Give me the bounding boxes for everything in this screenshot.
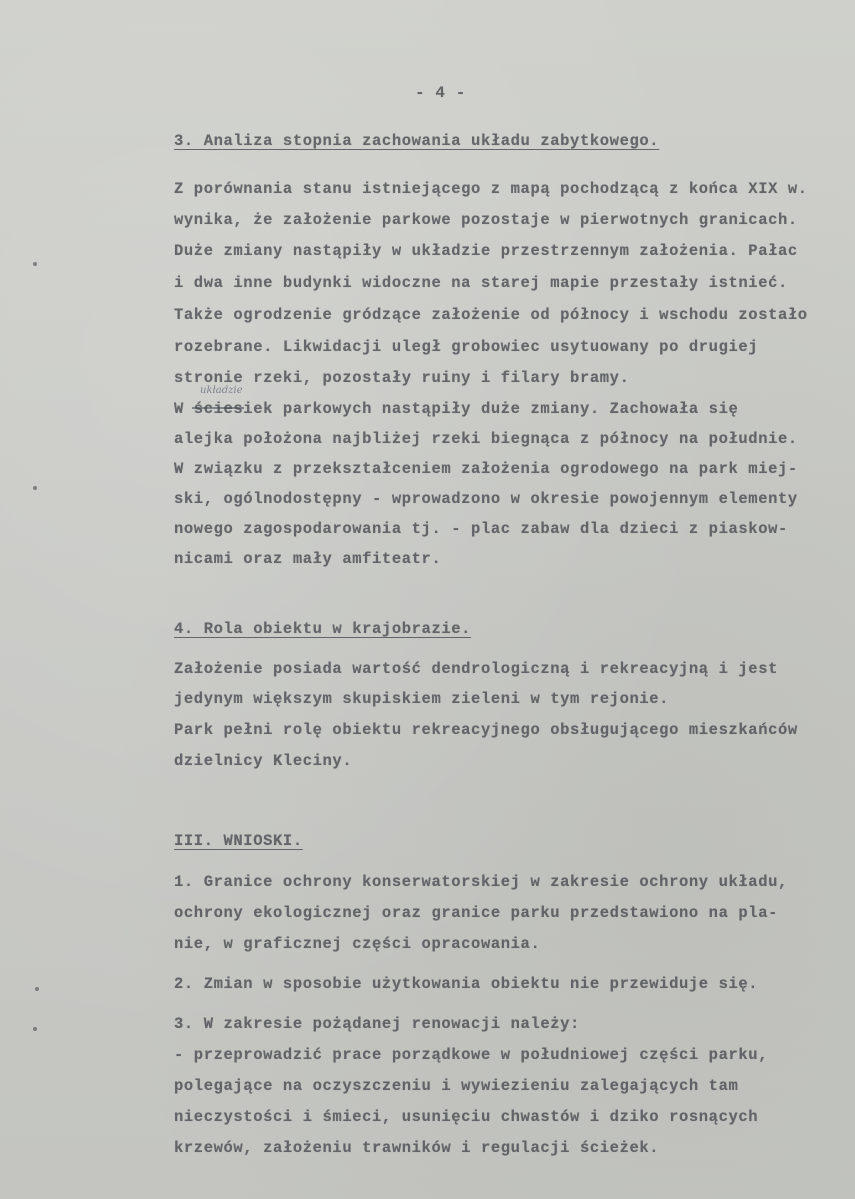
section-4-heading: 4. Rola obiektu w krajobrazie. — [174, 620, 472, 638]
section-3-line: alejka położona najbliżej rzeki biegnąca z północy na południe. — [174, 430, 798, 448]
section-4-line: dzielnicy Kleciny. — [174, 752, 353, 770]
section-3-line: rozebrane. Likwidacji uległ grobowiec usytuowany po drugiej — [174, 338, 759, 356]
section-3-line: i dwa inne budynki widoczne na starej mapie przestały istnieć. — [174, 274, 788, 292]
conclusion-item-3-line: polegające na oczyszczeniu i wywiezieniu zalegających tam — [174, 1077, 739, 1095]
section-4-line: jedynym większym skupiskiem zieleni w tym rejonie. — [174, 690, 670, 708]
conclusions-heading: III. WNIOSKI. — [174, 832, 303, 850]
section-3-line: ski, ogólnodostępny - wprowadzono w okresie powojennym elementy — [174, 490, 798, 508]
section-3-line: nowego zagospodarowania tj. - plac zabaw dla dzieci z piaskow- — [174, 520, 788, 538]
paper-speck — [35, 987, 39, 991]
section-3-line: nicami oraz mały amfiteatr. — [174, 550, 442, 568]
section-3-line: Duże zmiany nastąpiły w układzie przestrzennym założenia. Pałac — [174, 242, 798, 260]
section-3-line: Także ogrodzenie gródzące założenie od północy i wschodu zostało — [174, 306, 808, 324]
section-3-line: W związku z przekształceniem założenia ogrodowego na park miej- — [174, 460, 798, 478]
conclusion-item-3-line: 3. W zakresie pożądanej renowacji należy: — [174, 1015, 580, 1033]
handwritten-annotation: układzie — [200, 385, 243, 396]
section-4-line: Park pełni rolę obiektu rekreacyjnego obsługującego mieszkańców — [174, 721, 798, 739]
paper-speck — [33, 1027, 37, 1031]
conclusion-item-3-line: krzewów, założeniu trawników i regulacji ścieżek. — [174, 1139, 660, 1157]
section-3-heading: 3. Analiza stopnia zachowania układu zabytkowego. — [174, 132, 660, 150]
conclusion-item-1-line: 1. Granice ochrony konserwatorskiej w zakresie ochrony układu, — [174, 873, 788, 891]
conclusion-item-1-line: nie, w graficznej części opracowania. — [174, 935, 541, 953]
section-4-line: Założenie posiada wartość dendrologiczną i rekreacyjną i jest — [174, 660, 778, 678]
section-3-line: wynika, że założenie parkowe pozostaje w pierwotnych granicach. — [174, 211, 798, 229]
section-3-line: stronie rzeki, pozostały ruiny i filary bramy. — [174, 369, 630, 387]
conclusion-item-3-line: - przeprowadzić prace porządkowe w południowej części parku, — [174, 1046, 769, 1064]
conclusion-item-3-line: nieczystości i śmieci, usunięciu chwastów i dziko rosnących — [174, 1108, 759, 1126]
conclusion-item-2-line: 2. Zmian w sposobie użytkowania obiektu nie przewiduje się. — [174, 975, 759, 993]
paper-speck — [33, 262, 37, 266]
section-3-line: W ściesiek parkowych nastąpiły duże zmiany. Zachowała się — [174, 400, 739, 418]
paper-speck — [33, 486, 37, 490]
conclusion-item-1-line: ochrony ekologicznej oraz granice parku przedstawiono na pla- — [174, 904, 778, 922]
page-number: - 4 - — [415, 84, 467, 102]
section-3-line: Z porównania stanu istniejącego z mapą pochodzącą z końca XIX w. — [174, 180, 808, 198]
